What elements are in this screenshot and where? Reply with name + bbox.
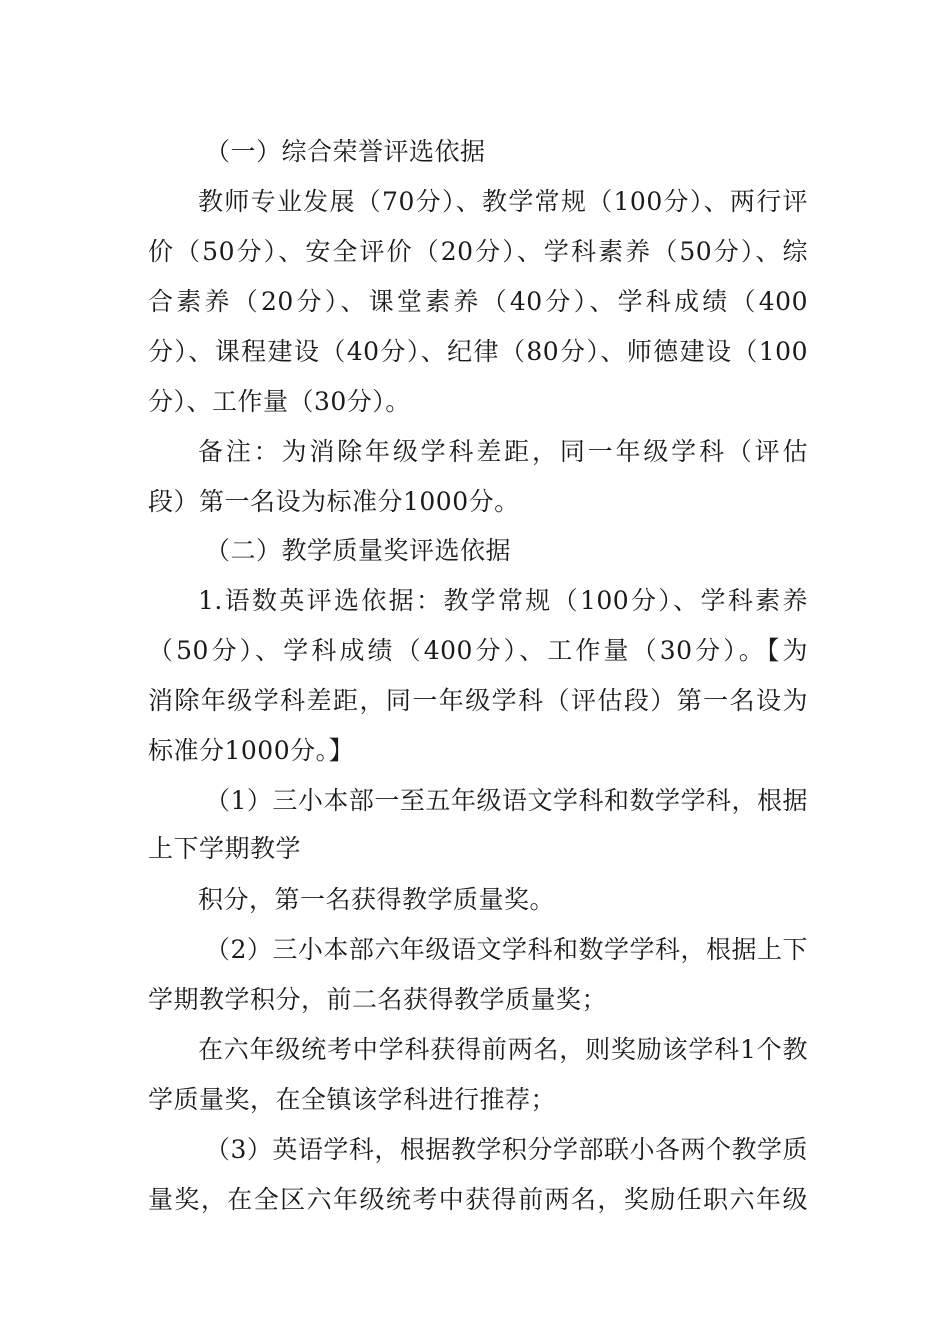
section-heading-teaching-quality: （二）教学质量奖评选依据 xyxy=(205,536,512,565)
paragraph-line: 教师专业发展（70分）、教学常规（100分）、两行评 xyxy=(198,187,808,216)
item-line: 量奖，在全区六年级统考中获得前两名，奖励任职六年级 xyxy=(148,1185,808,1214)
paragraph-line: 分）、工作量（30分）。 xyxy=(148,387,411,416)
item-line: （1）三小本部一至五年级语文学科和数学学科，根据 xyxy=(205,786,808,815)
paragraph-line: （50分）、学科成绩（400分）、工作量（30分）。【为 xyxy=(148,636,808,665)
paragraph-line: 价（50分）、安全评价（20分）、学科素养（50分）、综 xyxy=(148,237,808,266)
item-line: （2）三小本部六年级语文学科和数学学科，根据上下 xyxy=(205,935,808,964)
item-line: 积分，第一名获得教学质量奖。 xyxy=(198,885,556,914)
paragraph-line: 合素养（20分）、课堂素养（40分）、学科成绩（400 xyxy=(148,287,808,316)
item-line: （3）英语学科，根据教学积分学部联小各两个教学质 xyxy=(205,1135,808,1164)
paragraph-line: 分）、课程建设（40分）、纪律（80分）、师德建设（100 xyxy=(148,337,808,366)
section-heading-comprehensive-honor: （一）综合荣誉评选依据 xyxy=(205,137,486,166)
paragraph-line: 消除年级学科差距，同一年级学科（评估段）第一名设为 xyxy=(148,686,808,715)
note-line: 备注：为消除年级学科差距，同一年级学科（评估 xyxy=(198,437,808,466)
item-line: 学质量奖，在全镇该学科进行推荐； xyxy=(148,1085,557,1114)
paragraph-line: 标准分1000分。】 xyxy=(148,736,355,765)
paragraph-line: 1.语数英评选依据：教学常规（100分）、学科素养 xyxy=(198,586,808,615)
item-line: 在六年级统考中学科获得前两名，则奖励该学科1个教 xyxy=(198,1035,808,1064)
item-line: 上下学期教学 xyxy=(148,834,302,863)
item-line: 学期教学积分，前二名获得教学质量奖； xyxy=(148,985,608,1014)
note-line: 段）第一名设为标准分1000分。 xyxy=(148,487,520,516)
